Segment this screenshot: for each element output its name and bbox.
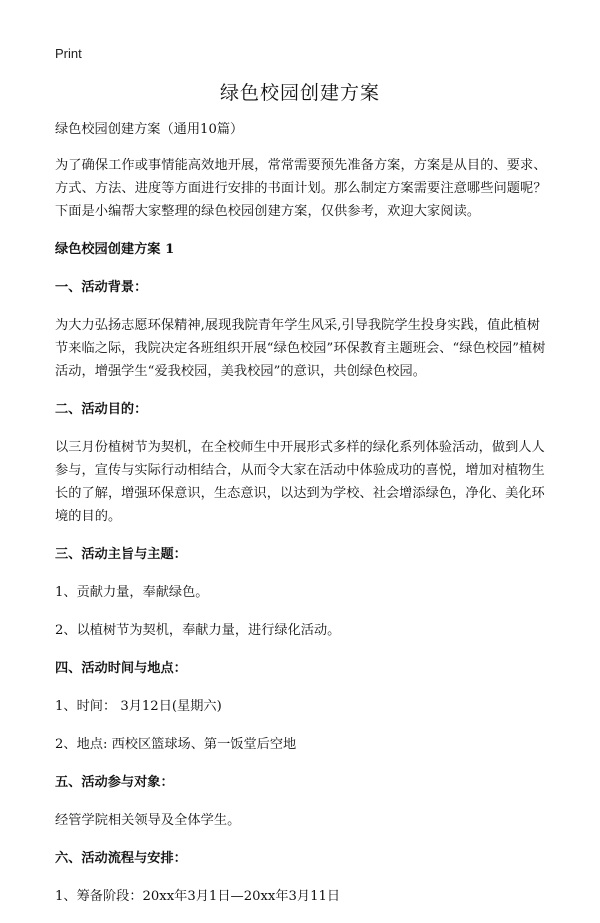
section-heading-participants: 五、活动参与对象： xyxy=(55,775,174,790)
document-subtitle: 绿色校园创建方案（通用10篇） xyxy=(55,122,244,137)
process-item: 1、筹备阶段：20xx年3月1日—20xx年3月11日 xyxy=(55,889,341,904)
theme-item: 1、贡献力量，奉献绿色。 xyxy=(55,585,209,600)
print-link[interactable]: Print xyxy=(55,46,82,61)
time-item: 1、时间： 3月12日(星期六) xyxy=(55,699,222,714)
document-body xyxy=(55,118,547,923)
section-heading-purpose: 二、活动目的： xyxy=(55,402,148,417)
section-heading-background: 一、活动背景： xyxy=(55,280,148,295)
intro-paragraph: 为了确保工作或事情能高效地开展，常常需要预先准备方案，方案是从目的、要求、方式、方法、进度等方面进行安排的书面计划。那么制定方案需要注意哪些问题呢？下面是小编帮大家整理的绿色校园创建方案，仅供参考，欢迎大家阅读。 xyxy=(55,158,547,219)
purpose-paragraph: 以三月份植树节为契机，在全校师生中开展形式多样的绿化系列体验活动，做到人人参与，宣传与实际行动相结合，从而令大家在活动中体验成功的喜悦，增加对植物生长的了解，增强环保意识，生态意识，以达到为学校、社会增添绿色，净化、美化环境的目的。 xyxy=(55,440,545,524)
section-heading-theme: 三、活动主旨与主题： xyxy=(55,547,187,562)
plan-heading: 绿色校园创建方案 1 xyxy=(55,242,175,257)
document-title: 绿色校园创建方案 xyxy=(219,82,380,104)
section-heading-process: 六、活动流程与安排： xyxy=(55,851,187,866)
participants-paragraph: 经管学院相关领导及全体学生。 xyxy=(55,813,241,828)
section-heading-time-place: 四、活动时间与地点： xyxy=(55,661,187,676)
theme-item: 2、以植树节为契机，奉献力量，进行绿化活动。 xyxy=(55,623,341,638)
place-item: 2、地点: 西校区篮球场、第一饭堂后空地 xyxy=(55,737,297,752)
background-paragraph: 为大力弘扬志愿环保精神,展现我院青年学生风采,引导我院学生投身实践，值此植树节来临之际，我院决定各班组织开展“绿色校园”环保教育主题班会、“绿色校园”植树活动，增强学生“爱我校园，美我校园”的意识，共创绿色校园。 xyxy=(55,318,546,379)
